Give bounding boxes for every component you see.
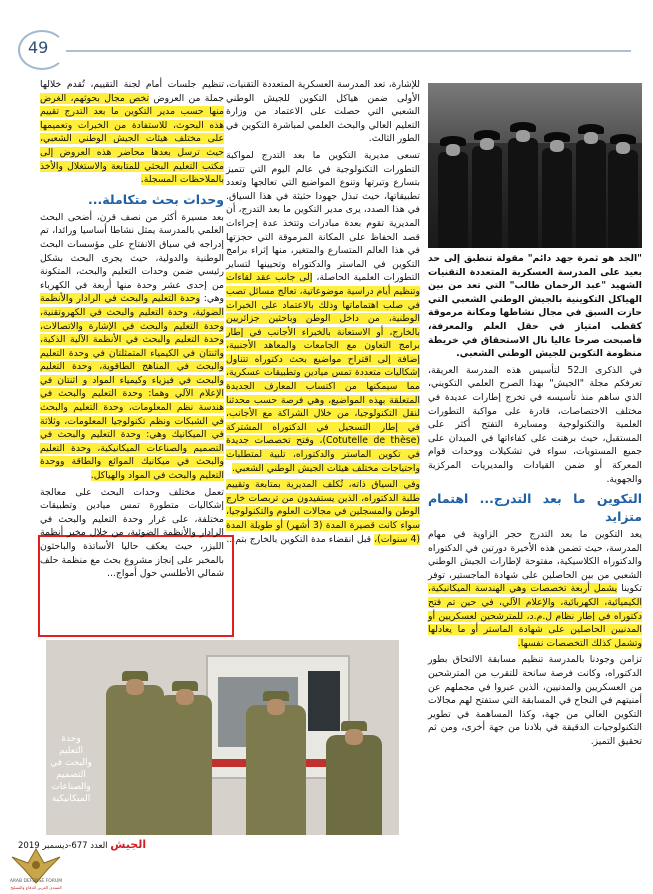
- soldier-figure: [106, 685, 164, 835]
- research-units-text: بعد مسيرة أكثر من نصف قرن، أضحى البحث العلمي بالمدرسة يمثل نشاطا أساسيا ورائدا، تم إدراجه في سياق الانفتاح على مؤسسات البحث الوطنية والدولية، حيث يجرى البحث بشكل رئيسي ضمن وحدات التعليم والبحث، المتكونة من إحدى عشر وحدة منها أربعة في الكهرباء وهي:: [40, 211, 224, 305]
- column-right: [428, 252, 642, 752]
- officer-figure: [472, 146, 502, 248]
- intro-paragraph: "الجد هو ثمرة جهد دائم" مقولة تنطبق إلى حد بعيد على المدرسة العسكرية المتعددة التقنيات الشهيد "عبد الرحمان طالب" التي تعد من بين الهياكل التكوينية بالجيش الوطني الشعبي التي حازت السبق في مجال نشاطها ومكانة مرموقة كقطب امتياز في حقل العلم والمعرفة، فأصبحت صرحا عاليا نال الاستحقاق في خريطة منظومة التكوين للجيش الوطني الشعبي.: [428, 253, 642, 360]
- evaluation-text: تنظيم جلسات أمام لجنة التقييم، تُقدم خلالها جملة من العروض: [40, 79, 224, 104]
- section-heading-research-units: وحدات بحث متكاملة...: [88, 191, 224, 207]
- officers-photo: [428, 83, 642, 248]
- doctorate-exam-paragraph: تزامن وجودنا بالمدرسة تنظيم مسابقة الالتحاق بطور الدكتوراه، وكانت فرصة سانحة للتقرب من المترشحين من العسكريين والمدنيين، الذين عبروا في مجملهم عن أمنيتهم في النجاح في المسابقة التي ستفتح لهم مجالات التكوين العالي من جهة، وكذا المساهمة في تطوير التكنولوجيات الدقيقة في بلادنا من جهة أخرى، ومن ثم تحقيق التميز.: [428, 654, 642, 747]
- watermark-subtext: المنتدى العربي للدفاع والتسليح: [10, 885, 62, 890]
- footer-issue: العدد 677-ديسمبر 2019: [18, 841, 108, 851]
- page-number-text: 49: [28, 38, 49, 57]
- soldier-figure: [326, 735, 382, 835]
- officer-figure: [438, 152, 468, 248]
- directorate-highlight: إلى جانب عقد لقاءات وتنظيم أيام دراسية موضوعاتية، تعالج مسائل تصب في صلب اهتماماتها وذلك بالاعتماد على الخبرات الوطنية، من داخل الوطن وباحثين جزائريين بالخارج، أو الاستعانة بالخبراء الأجانب في إطار برامج التعاون مع الجامعات والمعاهد الأجنبية، إضافة إلى اقتراح مواضيع بحث دكتوراه تتناول إشكاليات متعددة تمس ميادين وتطبيقات عسكرية، مما سيمكنها من اكتساب المعارف الجديدة المتعلقة بهذه المواضيع، وهي فرصة حسب محدثنا لنقل التكنولوجيا، من خلال الشراكة مع الأجانب، في إطار التسجيل في الدكتوراه المشتركة (Cotutelle de thèse)، وفتح تخصصات جديدة في تكوين الماستر والدكتوراه، تلبية لمتطلبات واحتياجات مختلف هيئات الجيش الوطني الشعبي.: [226, 272, 420, 474]
- soldier-figure: [246, 705, 306, 835]
- officer-figure: [608, 150, 638, 248]
- officer-figure: [542, 148, 572, 248]
- anniversary-paragraph: في الذكرى الـ52 لتأسيس هذه المدرسة العريقة، تعرفكم مجلة "الجيش" بهذا الصرح العلمي التكويني، الذي ساهم منذ تأسيسه في تخرج إطارات عديدة في مختلف الاختصاصات، قادرة على مواكبة التطورات العلمية والتكنولوجية ومسايرة التفتح أكثر على المستقبل، حيث برهنت على كفاءاتها في الميدان على جميع المستويات، سواء في تشكيلات ووحدات قوام المعركة أو ضمن القيادات والمديريات المركزية والجهوية.: [428, 364, 643, 485]
- postgrad-paragraph: [428, 528, 642, 650]
- machine-control-panel: [308, 671, 340, 731]
- officer-figure: [576, 140, 606, 248]
- photo-caption: وحدة التعليم والبحث في التصميم والصناعات الميكانيكية: [50, 734, 92, 804]
- postgrad-highlight: يشمل أربعة تخصصات وهي الهندسة الميكانيكية، الكيميائية، الكهربائية، والإعلام الآلي، في حين تم فتح دكتوراه في إطار نظام ل.م.د، للمترشحين لعسكريين أو المدنيين الحاصلين على شهادة الماستر أو ما يعادلها وتشمل كذلك التخصصات نفسها.: [428, 583, 642, 649]
- postgrad-text: يعد التكوين ما بعد التدرج حجر الزاوية في مهام المدرسة، حيث تضمن هذه الأخيرة دورتين في الدكتوراه والدكتوراه الكلاسيكية، مفتوحة لإطارات الجيش الوطني الشعبي من بين الحاصلين على شهادة الماجستير، توفر تكوينا: [428, 529, 642, 595]
- header-rule: [66, 50, 631, 52]
- research-units-paragraph: [40, 211, 224, 483]
- followup-text: قبل انقضاء مدة التكوين بالخارج بتم...: [226, 533, 372, 545]
- column-middle: [226, 78, 420, 549]
- watermark-text: ARAB DEFENSE FORUM: [9, 879, 63, 884]
- accreditation-paragraph: للإشارة، تعد المدرسة العسكرية المتعددة التقنيات، الأولى ضمن هياكل التكوين للجيش الوطني الشعبي التي حصلت على الاعتماد من وزارة التعليم العالي والبحث العلمي لمباشرة التكوين في الطور الثالث.: [226, 79, 420, 145]
- evaluation-highlight: تخص مجال بحوثهم، الغرض منها حسب مدير التكوين ما بعد التدرج تقييم هذه البحوث، للاستفادة من الخبرات وتعميمها على مختلف هيئات الجيش الوطني الشعبي، حيث ترسل بعدها محاضر هذه العروض إلى مكتب التعليم البحثي للمتابعة والاستغلال والأخذ بالملاحظات المسجلة.: [40, 92, 224, 186]
- building-background: [428, 83, 642, 143]
- directorate-paragraph: [226, 149, 420, 475]
- section-heading-postgrad: التكوين ما بعد التدرج... اهتمام متزايد: [428, 491, 642, 525]
- page-number: [18, 30, 64, 70]
- followup-highlight: وفي السياق ذاته، تُكلف المديرية بمتابعة وتقييم طلبة الدكتوراه، الذين يستفيدون من تربصات خارج الوطن والمسجلين في مجالات العلوم والتكنولوجيا، سواء كانت قصيرة المدة (3 أشهر) أو طويلة المدة (4 سنوات)،: [226, 479, 421, 545]
- soldier-figure: [158, 695, 212, 835]
- watermark-logo: [6, 843, 66, 891]
- column-left: [40, 78, 224, 584]
- footer-brand: الجيش: [110, 838, 147, 851]
- followup-paragraph: [226, 478, 420, 546]
- officer-figure: [508, 138, 538, 248]
- laser-lab-paragraph: تعمل مختلف وحدات البحث على معالجة إشكاليات متطورة تمس ميادين وتطبيقات مختلفة، على غرار وحدة التعليم والبحث في الرادار والأنظمة الضوئية، من خلال مخبر أنظمة الليزر، حيث يعكف حاليا الأساتذة والباحثون بالمخبر على إنجاز مشروع بحث مع منظمة حلف شمالي الأطلسي حول أمواج...: [40, 486, 224, 580]
- evaluation-paragraph: [40, 78, 224, 187]
- directorate-text: تسعى مديرية التكوين ما بعد التدرج لمواكبة التطورات التكنولوجية في عالم اليوم التي تتميز بتسارع وتيرتها وتنوع المواضيع التي تعالجها وتعدد تطبيقاتها، حيث تبذل جهودا حثيثة في هذا السياق. في هذا الصدد، يرى مدير التكوين ما بعد التدرج، أن المديرية تقوم بعدة مبادرات وتتخذ عدة إجراءات قصد الحفاظ على المكانة المرموقة التي حجزتها في هذا العالم المتسارع والمتغير، منها إثراء برامج التكوين في الماستر والدكتوراه وتحيينها لتساير التطورات العلمية الحاصلة،: [226, 149, 420, 284]
- workshop-photo: [46, 640, 399, 835]
- research-units-highlight: وحدة التعليم والبحث في الرادار والأنظمة الضوئية، وحدة التعليم والبحث في الكهروتقنية، وحدة التعليم والبحث في الإشارة والاتصالات، وحدة التعليم والبحث في الأنظمة الآلية الذكية، واثنتان في الكيمياء المتمثلتان في وحدة التعليم والبحث في المناهج الطاقوية، وحدة التعليم والبحث في فيزياء وكيمياء المواد و اثنتان في الإعلام الآلي وهما: وحدة التعليم والبحث في هندسة نظم المعلومات، وحدة التعليم والبحث في الشبكات ونظم تكنولوجيا المعلومات، وثلاثة في الميكانيك وهي: وحدة التعليم والبحث في التصميم والصناعات الميكانيكية، وحدة التعليم والبحث في ميكانيك الموائع والطاقة ووحدة التعليم والبحث في المواد والهياكل.: [40, 293, 224, 482]
